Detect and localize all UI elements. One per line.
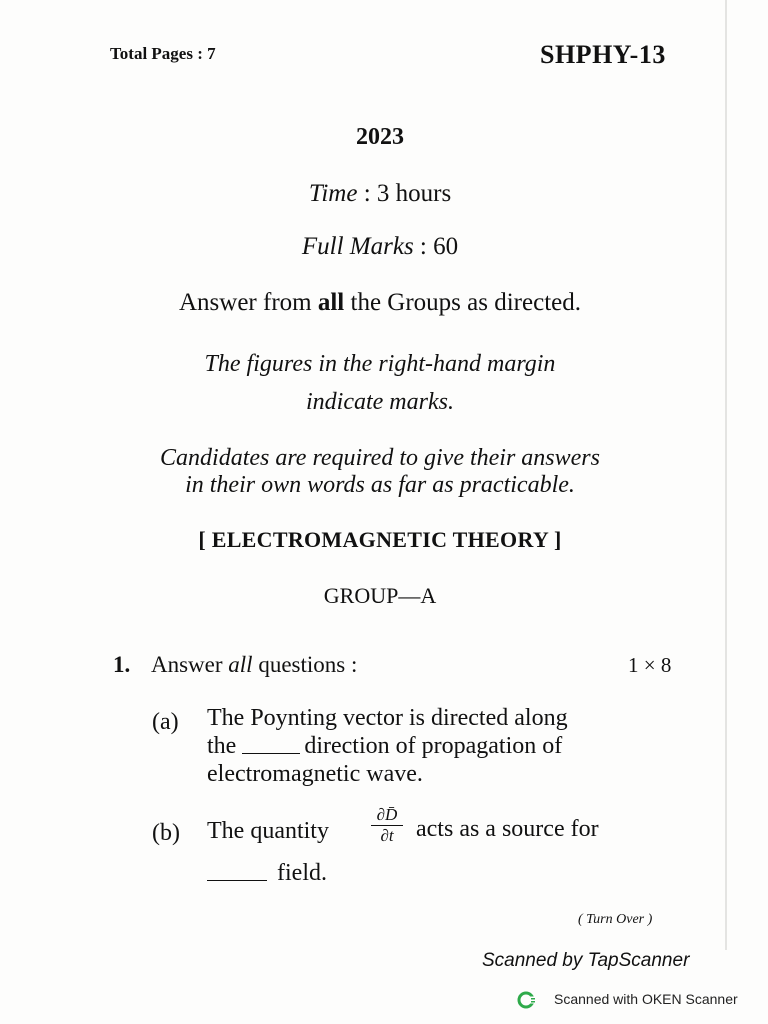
fraction-denominator: ∂t [380,826,394,845]
question-text-post: questions : [252,652,358,677]
directive-post: the Groups as directed. [344,289,581,316]
turn-over-note: ( Turn Over ) [578,912,653,927]
marks-value: : 60 [413,233,459,260]
option-b-label: (b) [152,820,180,846]
directive-bold: all [317,289,345,316]
option-a-line2-post: direction of propagation of [304,733,563,759]
option-b-line1-post: acts as a source for [416,816,599,842]
question-number: 1. [113,652,131,677]
option-a-line3: electromagnetic wave. [207,761,423,787]
partial-derivative-fraction [369,806,405,845]
directive [60,289,700,317]
question-marks: 1 × 8 [628,653,672,677]
oken-watermark: Scanned with OKEN Scanner [554,991,738,1007]
note-words-line2: in their own words as far as practicable. [185,472,575,498]
blank-line [242,753,300,754]
exam-time [60,180,700,208]
option-a-line2 [207,733,562,760]
tapscanner-watermark: Scanned by TapScanner [482,950,690,971]
option-b-line1-pre: The quantity [207,818,329,844]
question-text [151,652,357,678]
group-heading: GROUP—A [323,583,437,608]
option-a-line1: The Poynting vector is directed along [207,705,568,731]
time-label: Time [308,180,358,207]
note-words-line1: Candidates are required to give their answers [160,445,600,471]
option-b-line2-post: field. [271,860,327,886]
option-b-line2 [207,860,327,887]
directive-pre: Answer from [179,289,318,316]
marks-label: Full Marks [301,233,414,260]
oken-logo-icon [517,990,537,1010]
blank-line [207,880,267,881]
option-a-line2-pre: the [207,733,243,759]
note-margin-line1: The figures in the right-hand margin [204,351,556,377]
exam-year: 2023 [356,124,404,150]
total-pages: Total Pages : 7 [110,44,216,63]
note-margin-line2: indicate marks. [306,389,454,415]
question-text-pre: Answer [151,652,229,677]
option-a-label: (a) [152,709,179,735]
scan-edge-line [725,0,727,950]
time-value: : 3 hours [357,180,452,207]
full-marks [60,233,700,261]
subject-title: [ ELECTROMAGNETIC THEORY ] [198,527,562,552]
paper-code: SHPHY-13 [540,40,666,69]
fraction-numerator: ∂D̄ [376,805,398,824]
question-text-italic: all [228,652,253,677]
